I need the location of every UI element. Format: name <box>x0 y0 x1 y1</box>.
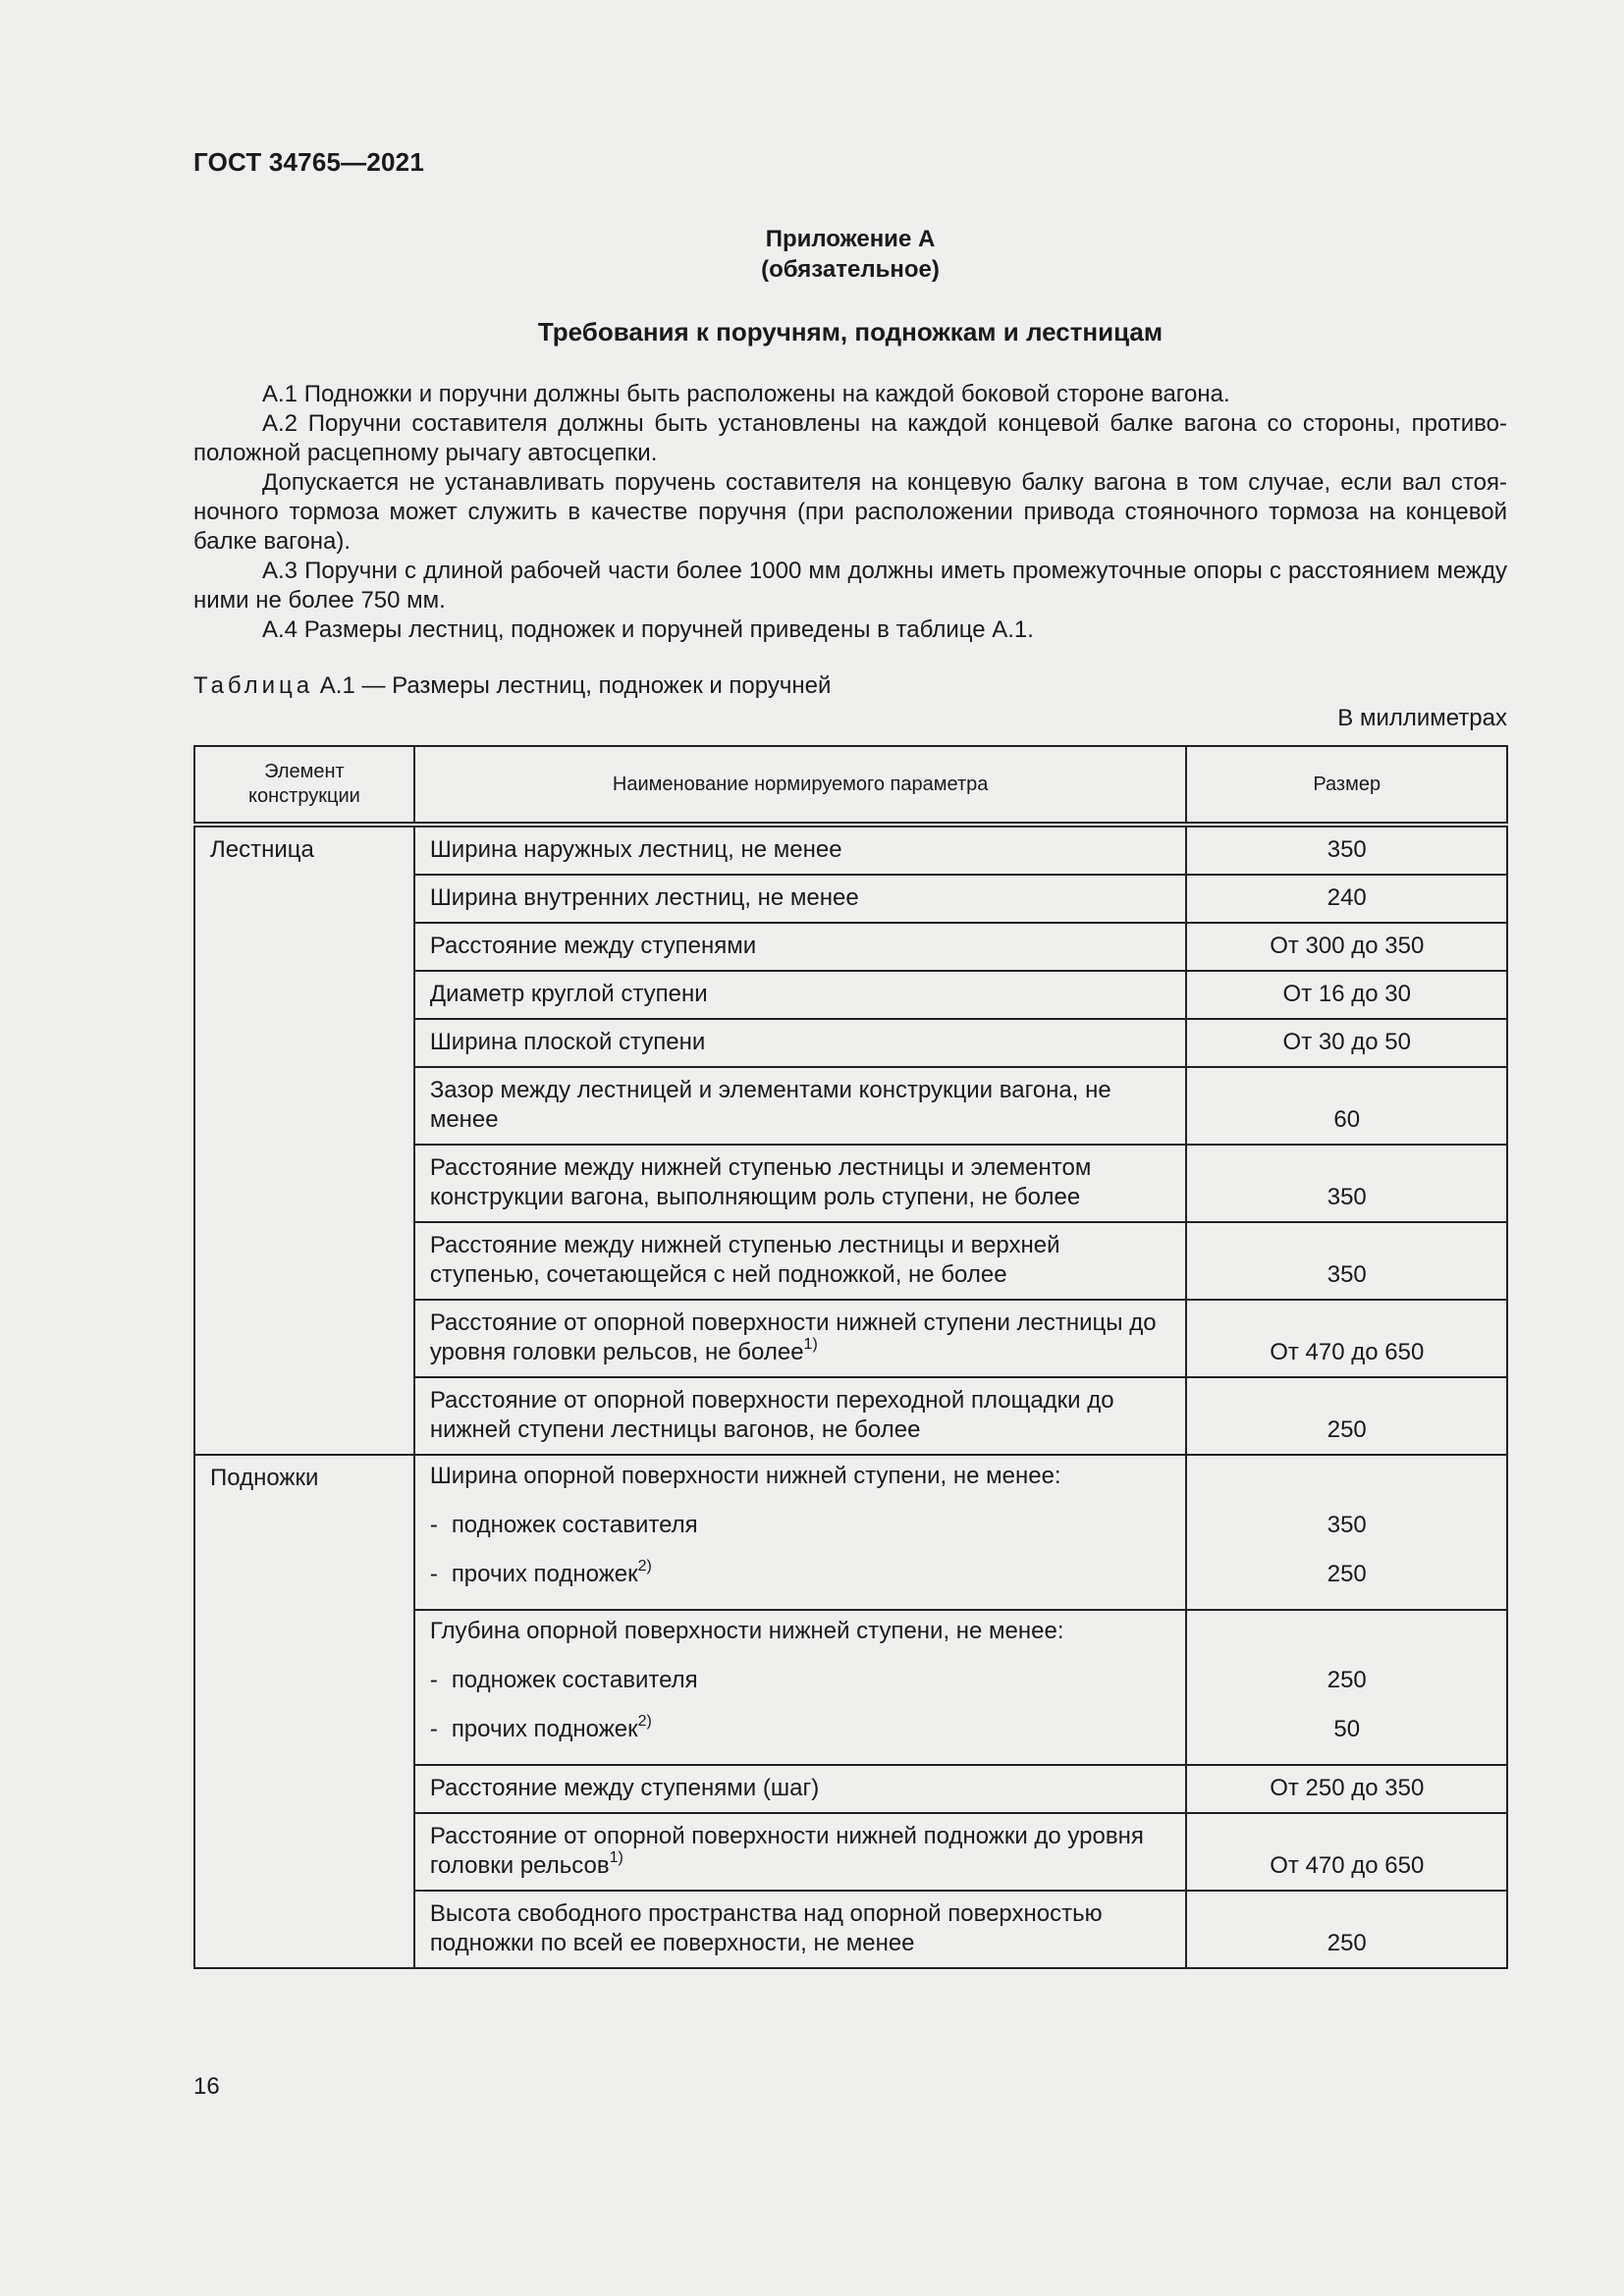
param-text: Расстояние от опорной поверхности нижней ступени лестницы до уровня головки рельсов, не более <box>429 1309 1157 1365</box>
table-header-row <box>194 746 1507 825</box>
paragraph-a4: А.4 Размеры лестниц, подножек и поручней приведены в таблице А.1. <box>262 616 1034 643</box>
value-cell: 350 <box>1186 1145 1507 1222</box>
param-cell-width-group <box>414 1455 1187 1610</box>
value-cell: От 470 до 650 <box>1186 1300 1507 1377</box>
page-number: 16 <box>193 2073 220 2100</box>
param-cell: Ширина внутренних лестниц, не менее <box>414 875 1187 923</box>
param-cell: Диаметр круглой ступени <box>414 971 1187 1019</box>
param-cell: Расстояние от опорной поверхности переходной площадки до нижней ступени лестницы вагонов, не более <box>414 1377 1187 1455</box>
value-cell: От 16 до 30 <box>1186 971 1507 1019</box>
table-row <box>194 1455 1507 1610</box>
param-cell: Высота свободного пространства над опорной поверхностью подножки по всей ее поверхности, не менее <box>414 1891 1187 1968</box>
value-cell-depth-group <box>1186 1610 1507 1765</box>
value-cell: 60 <box>1186 1067 1507 1145</box>
value-cell: 250 <box>1326 1561 1367 1587</box>
value-cell: 350 <box>1186 1222 1507 1300</box>
header-size: Размер <box>1186 746 1507 825</box>
table-row <box>194 825 1507 875</box>
appendix-title: Приложение А <box>765 226 936 252</box>
value-cell-width-group <box>1186 1455 1507 1610</box>
value-cell: От 250 до 350 <box>1186 1765 1507 1813</box>
param-cell: Расстояние между нижней ступенью лестницы и верхней ступенью, сочетающейся с ней подножкой, не более <box>414 1222 1187 1300</box>
value-cell: 350 <box>1186 825 1507 875</box>
element-ladder: Лестница <box>194 825 414 1455</box>
value-cell: 250 <box>1186 1377 1507 1455</box>
table-caption-label: Таблица <box>193 672 314 699</box>
param-cell: Ширина плоской ступени <box>414 1019 1187 1067</box>
footnote-ref: 1) <box>609 1849 623 1866</box>
param-cell: Расстояние между нижней ступенью лестницы и элементом конструкции вагона, выполняющим роль ступени, не более <box>414 1145 1187 1222</box>
value-cell: 350 <box>1326 1512 1367 1538</box>
table-caption <box>193 672 831 700</box>
paragraph-a2: А.2 Поручни составителя должны быть установлены на каждой концевой балке вагона со стороны, противо-положной расцепному рычагу автосцепки. <box>193 410 1507 466</box>
value-cell: От 470 до 650 <box>1186 1813 1507 1891</box>
param-cell: Расстояние между ступенями <box>414 923 1187 971</box>
value-cell: 50 <box>1333 1716 1361 1742</box>
value-cell: 250 <box>1326 1667 1367 1693</box>
paragraph-allowance: Допускается не устанавливать поручень составителя на концевую балку вагона в том случае, если вал стоя-ночного тормоза может служить в качестве поручня (при расположении привода стояночного тормоза на концевой балке вагона). <box>193 469 1507 555</box>
appendix-status: (обязательное) <box>761 256 940 283</box>
appendix-heading <box>193 224 1507 285</box>
dimensions-table <box>193 745 1508 1969</box>
footnote-ref: 1) <box>803 1336 818 1353</box>
group-sub-item: - подножек составителя <box>429 1667 698 1693</box>
group-title: Ширина опорной поверхности нижней ступени, не менее: <box>429 1463 1061 1489</box>
group-sub-item: - подножек составителя <box>429 1512 698 1538</box>
value-cell: От 300 до 350 <box>1186 923 1507 971</box>
body-text <box>193 380 1507 645</box>
footnote-ref: 2) <box>637 1713 652 1730</box>
param-cell: Зазор между лестницей и элементами конструкции вагона, не менее <box>414 1067 1187 1145</box>
paragraph-a1: А.1 Подножки и поручни должны быть расположены на каждой боковой стороне вагона. <box>262 381 1230 407</box>
element-steps: Подножки <box>194 1455 414 1968</box>
param-cell: Ширина наружных лестниц, не менее <box>414 825 1187 875</box>
table-caption-text: А.1 — Размеры лестниц, подножек и поручней <box>319 672 832 699</box>
group-sub-item: - прочих подножек$^{2)}$ <box>429 1558 652 1587</box>
group-title: Глубина опорной поверхности нижней ступени, не менее: <box>429 1618 1064 1644</box>
value-cell: 250 <box>1186 1891 1507 1968</box>
header-element: Элемент конструкции <box>194 746 414 825</box>
param-cell: Расстояние между ступенями (шаг) <box>414 1765 1187 1813</box>
param-text: Расстояние от опорной поверхности нижней подножки до уровня головки рельсов <box>429 1823 1144 1879</box>
param-cell-depth-group <box>414 1610 1187 1765</box>
param-cell <box>414 1813 1187 1891</box>
table-units: В миллиметрах <box>1337 705 1507 731</box>
value-cell: 240 <box>1186 875 1507 923</box>
value-cell: От 30 до 50 <box>1186 1019 1507 1067</box>
section-title: Требования к поручням, подножкам и лестницам <box>537 317 1164 347</box>
footnote-ref: 2) <box>637 1558 652 1575</box>
header-parameter: Наименование нормируемого параметра <box>414 746 1187 825</box>
paragraph-a3: А.3 Поручни с длиной рабочей части более 1000 мм должны иметь промежуточные опоры с расстоянием между ними не более 750 мм. <box>193 558 1507 614</box>
document-code: ГОСТ 34765—2021 <box>193 147 424 177</box>
param-cell <box>414 1300 1187 1377</box>
group-sub-item: - прочих подножек$^{2)}$ <box>429 1713 652 1742</box>
